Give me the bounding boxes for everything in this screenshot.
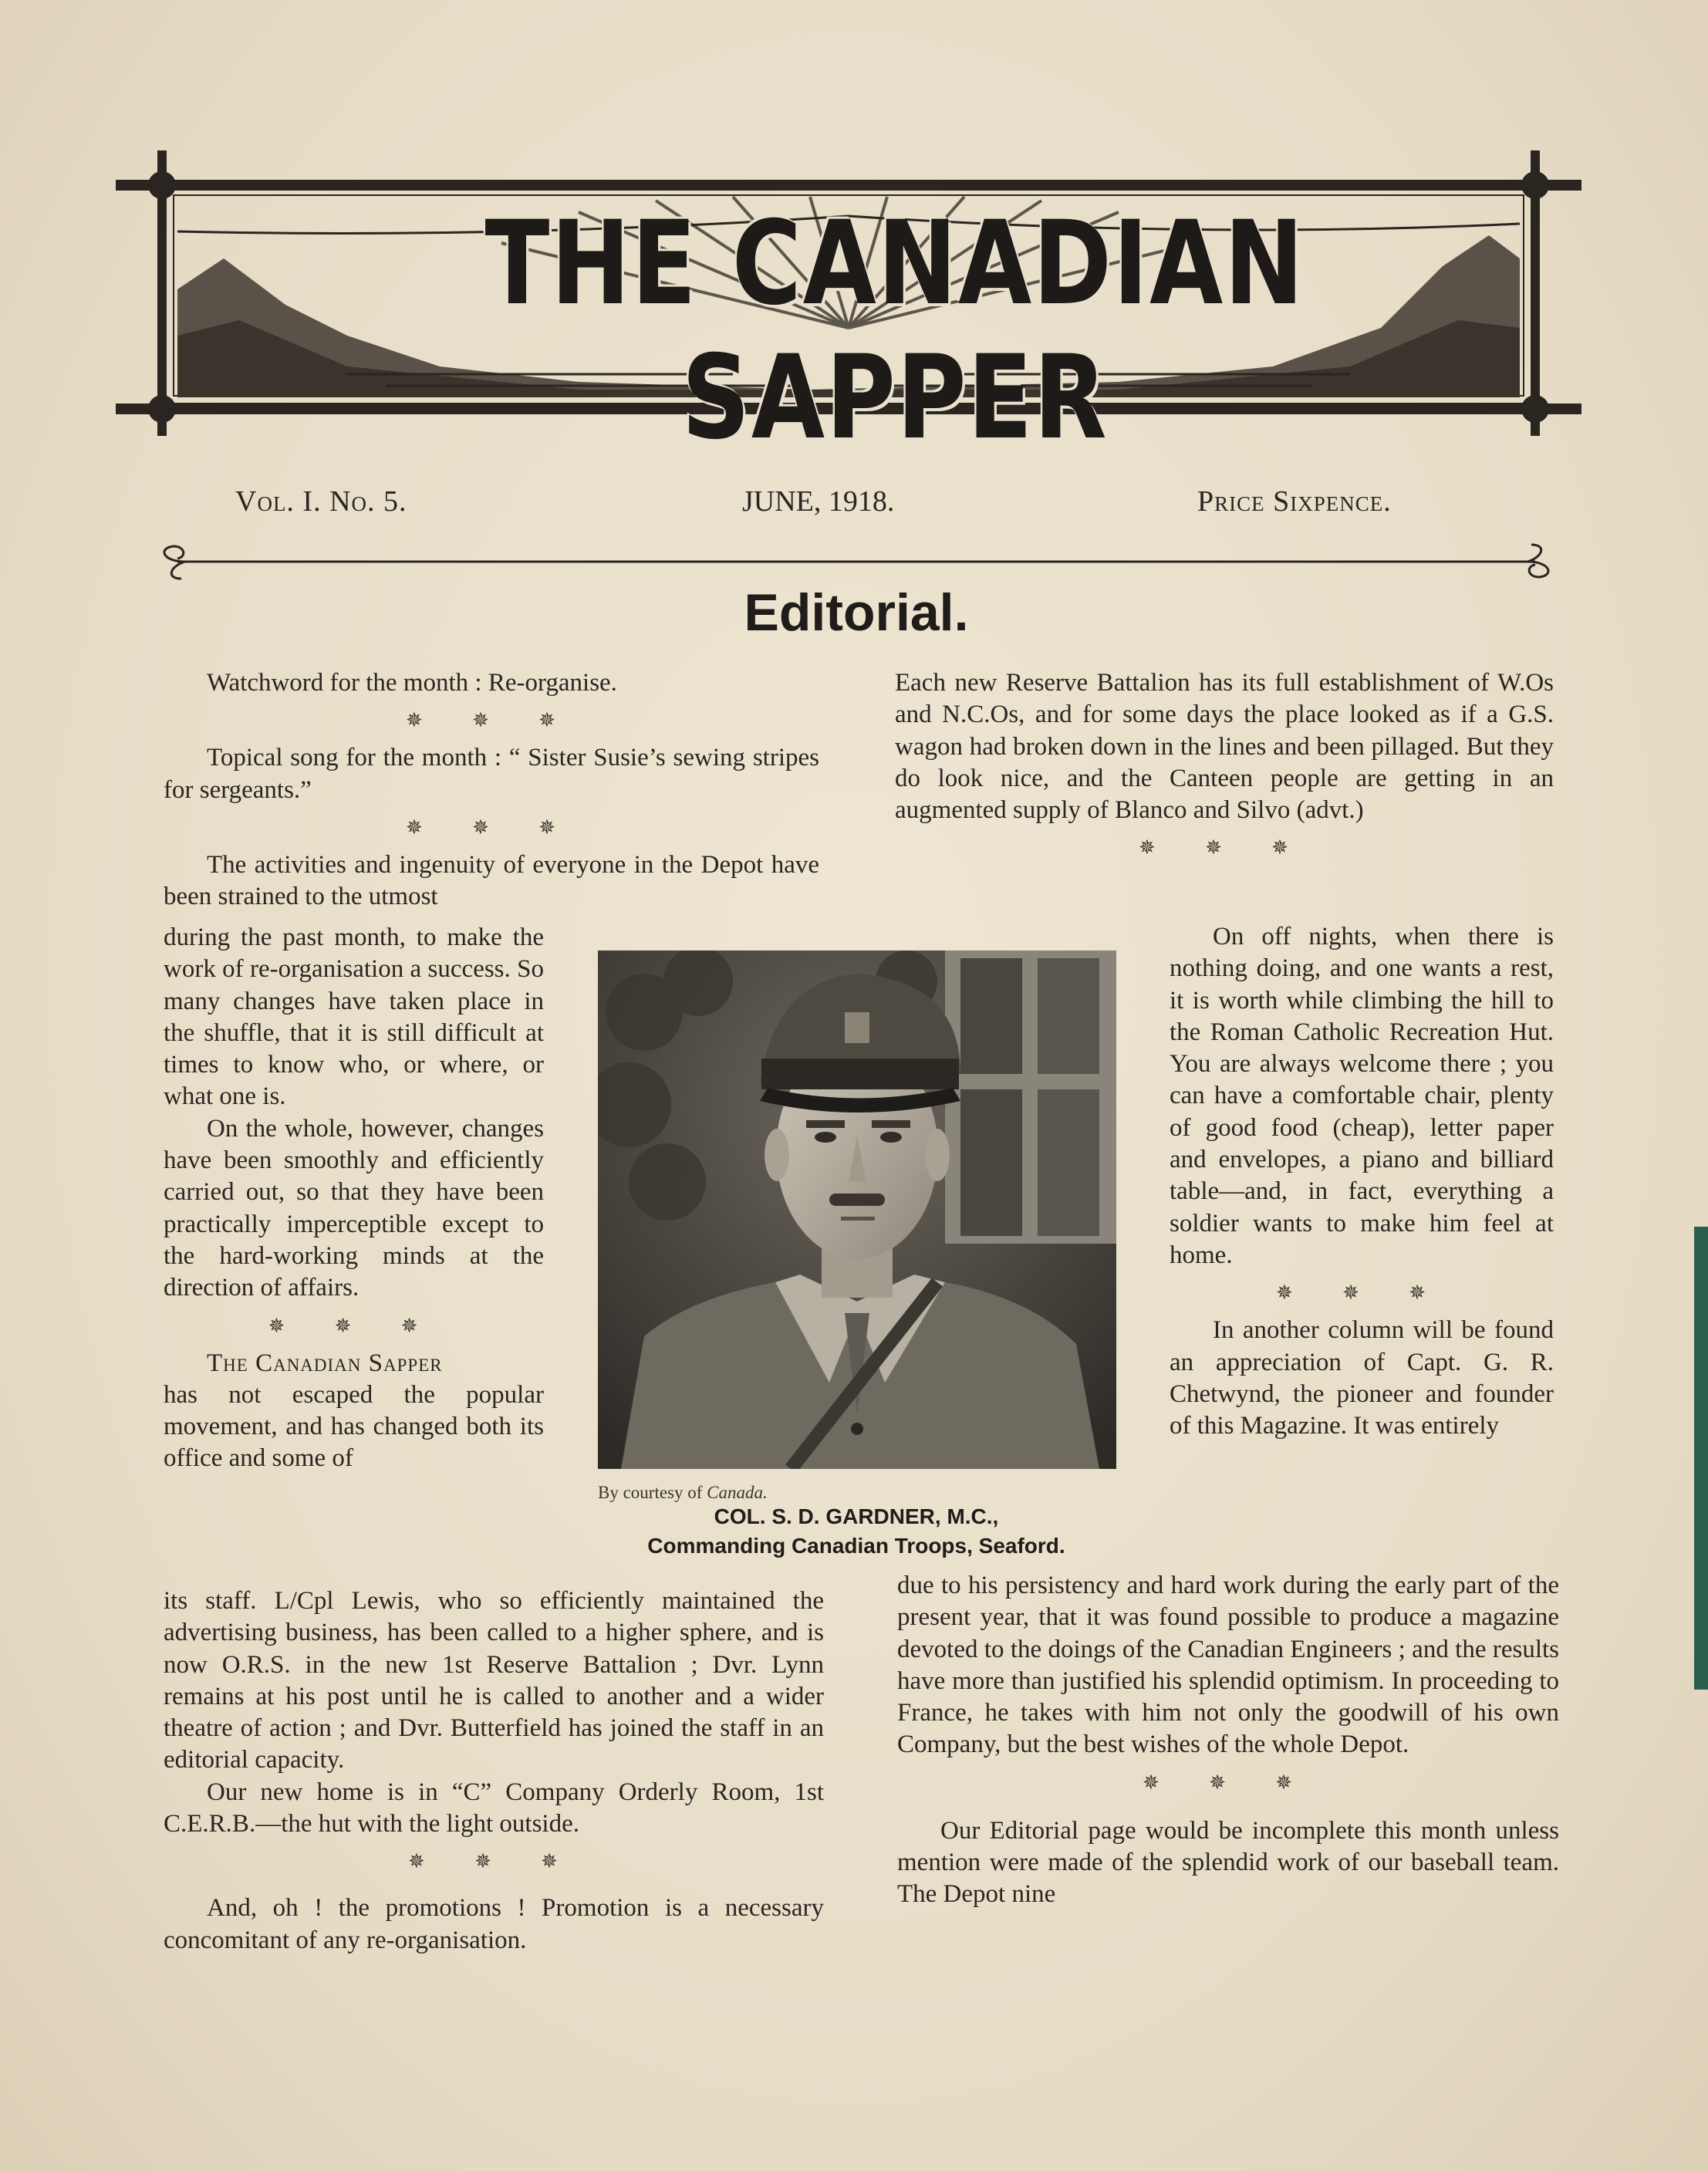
- paragraph-activities: The activities and ingenuity of everyone in the Depot have been strained to the utmost: [164, 850, 819, 911]
- page-edge-tab: [1694, 1227, 1708, 1690]
- right-column-top: [895, 667, 1554, 869]
- paragraph-off-nights: On off nights, when there is nothing doing, and one wants a rest, it is worth while climbing the hill to the Roman Catholic Recreation Hut. You are always welcome there ; you can have a comfortable chair, plenty of good food (cheap), letter paper and envelopes, a piano and billiard table—and, in fact, everything a soldier wants to make him feel at home.: [1170, 923, 1554, 1269]
- paragraph-reserve-battalion: Each new Reserve Battalion has its full establishment of W.Os and N.C.Os, and for some days the place looked as if a G.S. wagon had broken down in the lines and been pillaged. But they do look nice, and the Canteen people are getting in an augmented supply of Blanco and Silvo (advt.): [895, 669, 1554, 825]
- paragraph-chetwynd-cont: due to his persistency and hard work during the early part of the present year, that it was found possible to produce a magazine devoted to the doings of the Canadian Engineers ; and the results have more than justified his splendid optimism. In proceeding to France, he takes with him not only the goodwill of his own Company, but the best wishes of the whole Depot.: [897, 1572, 1559, 1759]
- magazine-name-smallcaps: The Canadian Sapper: [207, 1349, 443, 1377]
- ornamental-divider: [154, 540, 1558, 586]
- caption-courtesy-prefix: By courtesy of: [598, 1483, 703, 1502]
- caption-officer-role: Commanding Canadian Troops, Seaford.: [647, 1534, 1065, 1558]
- star-separator: ✵ ✵ ✵: [1276, 1281, 1447, 1305]
- left-column-narrow: [164, 922, 544, 1475]
- masthead: [116, 143, 1581, 465]
- caption-officer-name: COL. S. D. GARDNER, M.C.,: [714, 1504, 999, 1528]
- issue-volume: Vol. I. No. 5.: [235, 485, 407, 518]
- paragraph-promotions: And, oh ! the promotions ! Promotion is a necessary concomitant of any re-organisation.: [164, 1894, 824, 1954]
- paragraph-new-home: Our new home is in “C” Company Orderly Room, 1st C.E.R.B.—the hut with the light outside.: [164, 1778, 824, 1838]
- paragraph-baseball: Our Editorial page would be incomplete this month unless mention were made of the splendid work of our baseball team. The Depot nine: [897, 1816, 1559, 1909]
- paragraph-staff-changes: its staff. L/Cpl Lewis, who so efficiently maintained the advertising business, has been called to a higher sphere, and is now O.R.S. in the new 1st Reserve Battalion ; Dvr. Lynn remains at his post until he is called to another and a wider theatre of action ; and Dvr. Butterfield has joined the staff in an editorial capacity.: [164, 1587, 824, 1774]
- paragraph-topical-song: Topical song for the month : “ Sister Susie’s sewing stripes for sergeants.”: [164, 744, 819, 804]
- paragraph-activities-cont: during the past month, to make the work of re-organisation a success. So many changes have taken place in the shuffle, that it is still difficult at times to know who, or where, or what one is.: [164, 923, 544, 1111]
- left-column-bottom: [164, 1585, 824, 1957]
- paragraph-on-the-whole: On the whole, however, changes have been smoothly and efficiently carried out, so that they have been practically imperceptible except to the hard-working minds at the direction of affairs.: [164, 1114, 544, 1302]
- left-column-top: [164, 667, 819, 913]
- issue-date: JUNE, 1918.: [742, 485, 895, 518]
- portrait-illustration: [598, 950, 1116, 1469]
- star-separator: ✵ ✵ ✵: [1139, 836, 1310, 860]
- right-column-narrow: [1170, 921, 1554, 1442]
- officer-portrait-photo: [598, 950, 1116, 1469]
- star-separator: ✵ ✵ ✵: [408, 1850, 579, 1874]
- paragraph-canadian-sapper: has not escaped the popular movement, and has changed both its office and some of: [164, 1380, 544, 1473]
- paragraph-chetwynd: In another column will be found an appreciation of Capt. G. R. Chetwynd, the pioneer and founder of this Magazine. It was entirely: [1170, 1316, 1554, 1440]
- star-separator: ✵ ✵ ✵: [1143, 1771, 1314, 1795]
- masthead-title: THE CANADIAN SAPPER: [484, 197, 1305, 465]
- caption-courtesy: [598, 1483, 852, 1503]
- editorial-heading: Editorial.: [744, 583, 969, 642]
- caption-courtesy-source: Canada.: [707, 1483, 768, 1502]
- paragraph-watchword: Watchword for the month : Re-organise.: [207, 669, 617, 697]
- star-separator: ✵ ✵ ✵: [268, 1314, 440, 1338]
- issue-price: Price Sixpence.: [1197, 485, 1392, 518]
- right-column-bottom: [897, 1570, 1559, 1911]
- star-separator: ✵ ✵ ✵: [406, 815, 577, 839]
- star-separator: ✵ ✵ ✵: [406, 709, 577, 733]
